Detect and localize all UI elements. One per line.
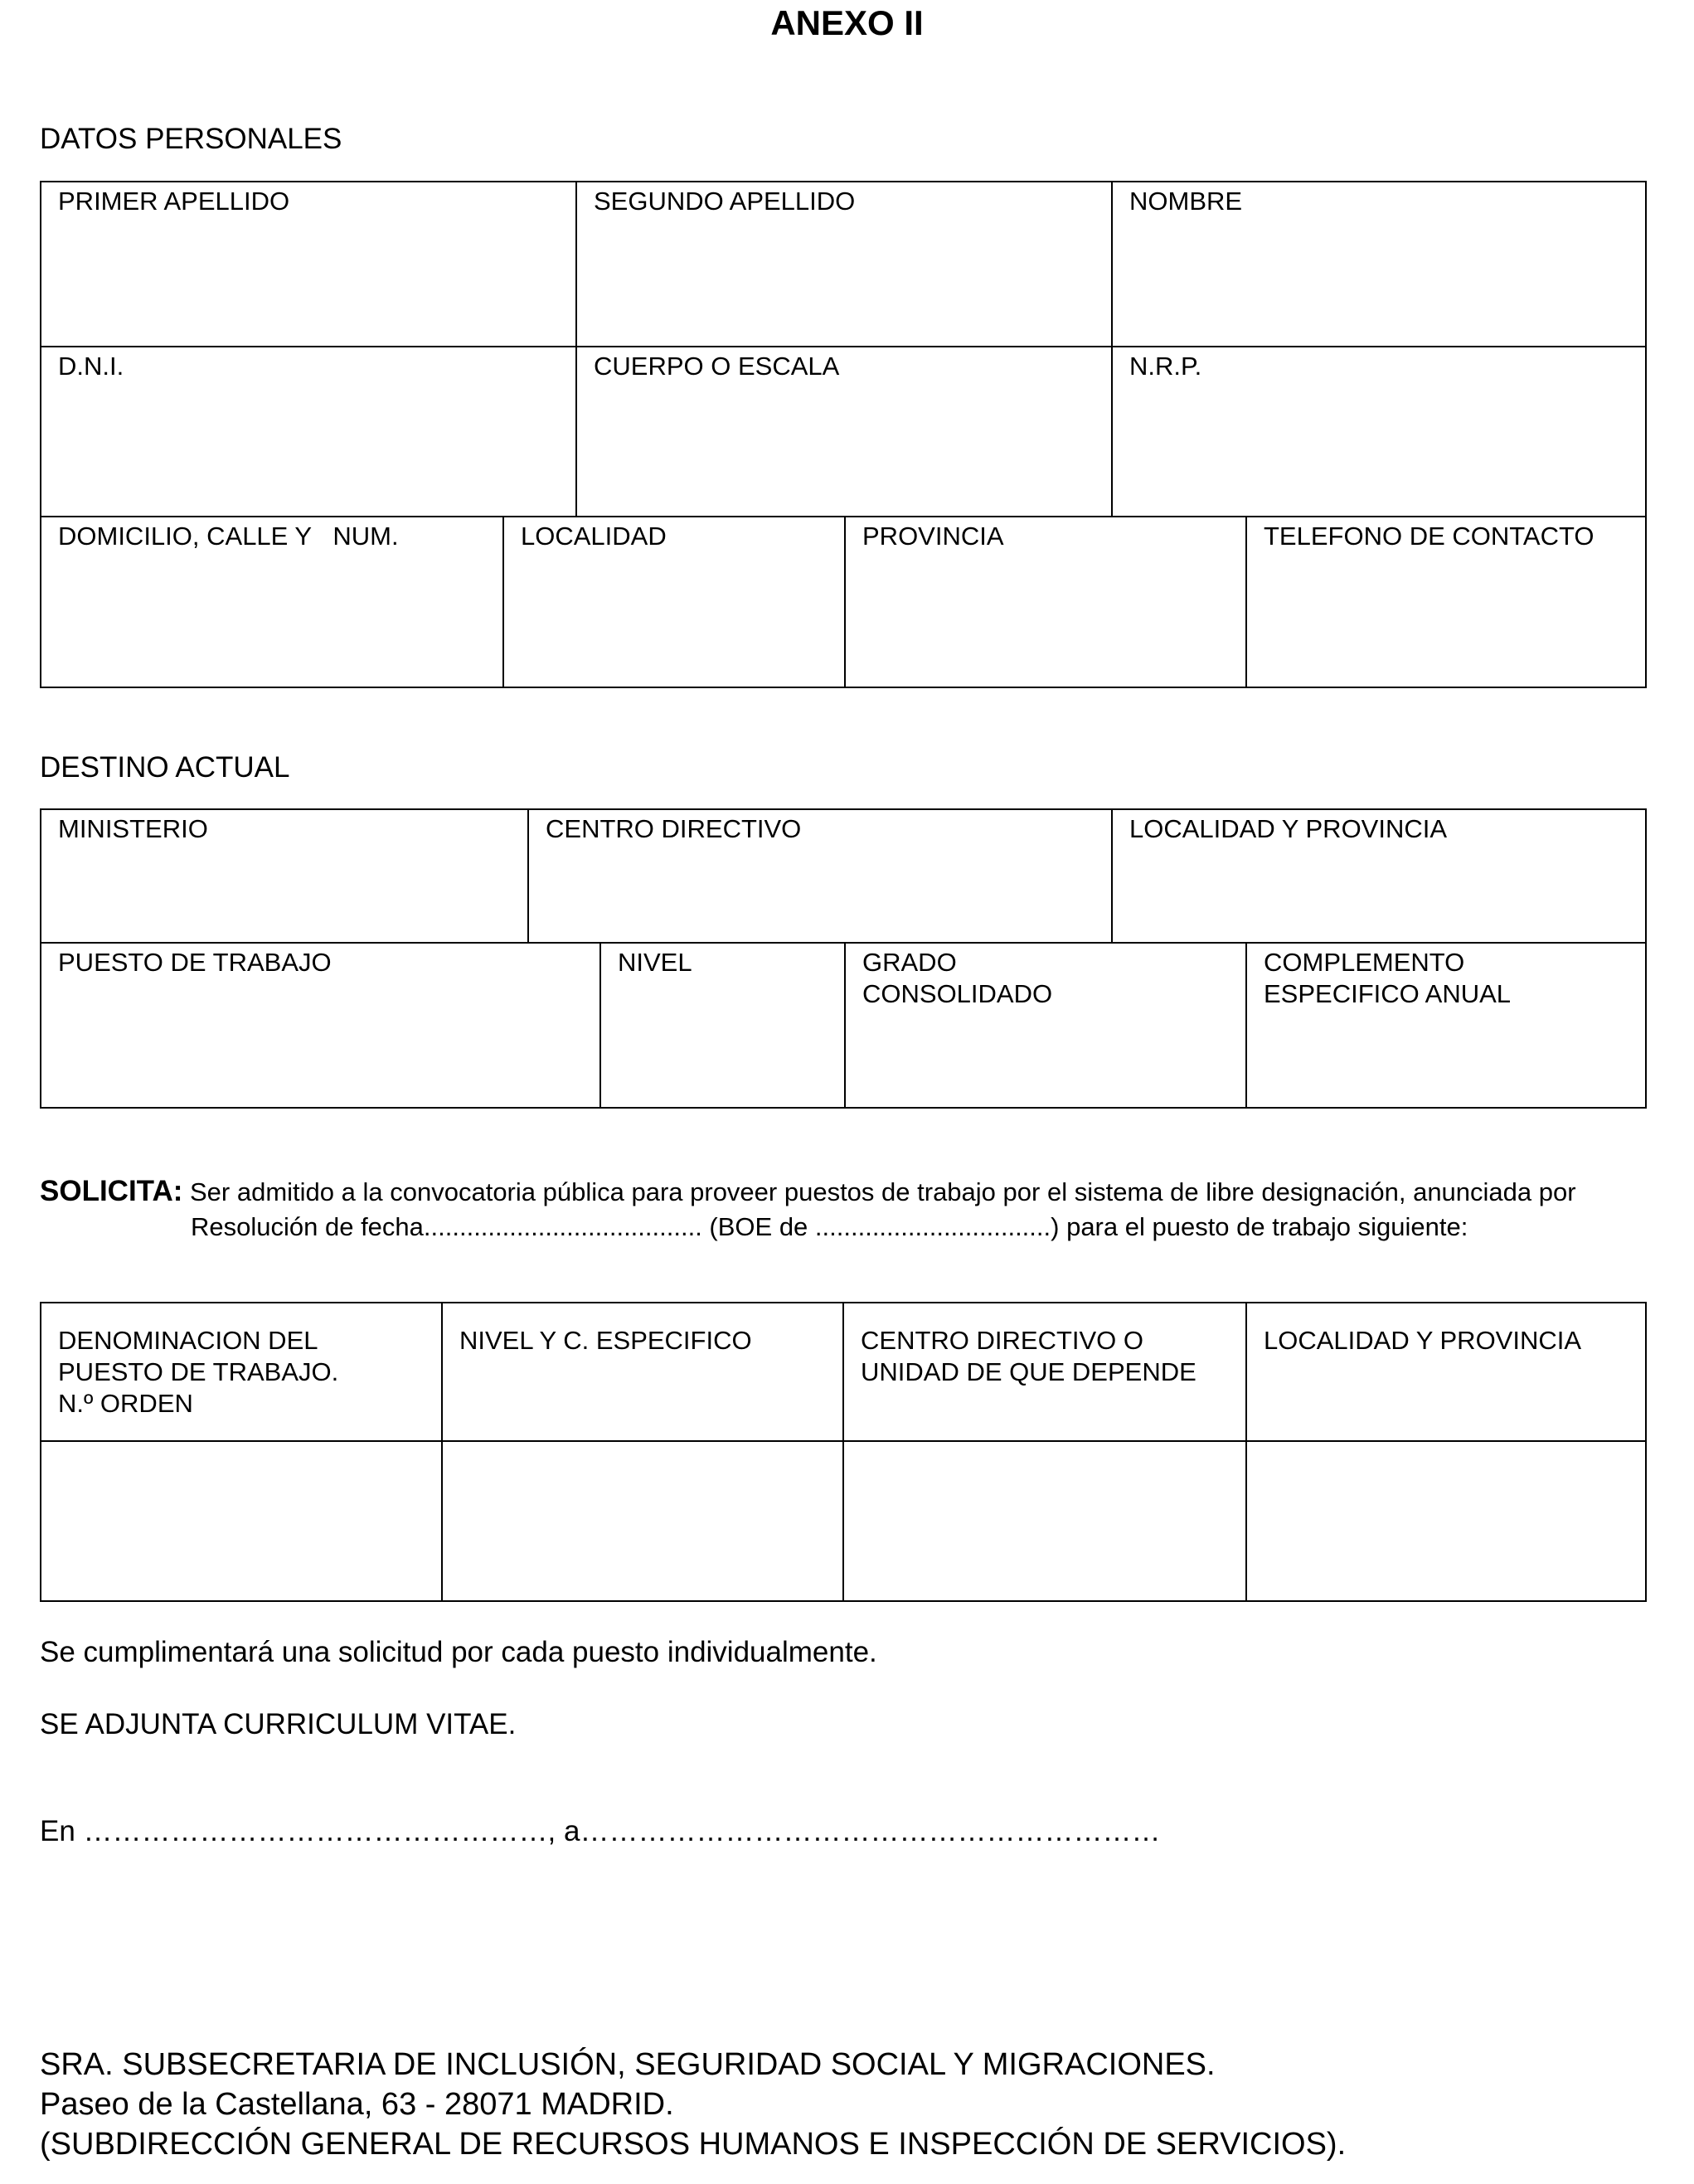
denominacion-input[interactable]	[40, 1440, 443, 1602]
nivel-field[interactable]	[599, 942, 846, 1109]
document-title: ANEXO II	[770, 3, 924, 42]
nivel-especifico-label: NIVEL Y C. ESPECIFICO	[459, 1326, 752, 1355]
nivel-especifico-input[interactable]	[441, 1440, 844, 1602]
provincia-field[interactable]	[844, 516, 1247, 688]
cuerpo-escala-field[interactable]	[575, 346, 1113, 517]
localidad-provincia-field[interactable]	[1111, 808, 1647, 944]
localidad-field[interactable]	[502, 516, 846, 688]
segundo-apellido-field[interactable]	[575, 181, 1113, 347]
nombre-field[interactable]	[1111, 181, 1647, 347]
solicita-text-line1: Ser admitido a la convocatoria pública para proveer puestos de trabajo por el sistema de libre designación, anunciada por	[182, 1177, 1576, 1206]
solicita-label: SOLICITA:	[40, 1175, 183, 1207]
puesto-trabajo-field[interactable]	[40, 942, 601, 1109]
lugar-fecha-line[interactable]: En …………………………………………, a……………………………………………………	[40, 1815, 1161, 1847]
una-solicitud-note: Se cumplimentará una solicitud por cada puesto individualmente.	[40, 1636, 877, 1668]
denominacion-header	[40, 1302, 443, 1442]
segundo-apellido-label: SEGUNDO APELLIDO	[594, 187, 856, 216]
nrp-field[interactable]	[1111, 346, 1647, 517]
centro-unidad-header	[842, 1302, 1247, 1442]
denominacion-line2: PUESTO DE TRABAJO.	[58, 1357, 339, 1386]
puesto-solicitado-table	[40, 1302, 1647, 1602]
centro-unidad-input[interactable]	[842, 1440, 1247, 1602]
localidad-label: LOCALIDAD	[521, 522, 667, 551]
destino-actual-heading: DESTINO ACTUAL	[40, 751, 290, 784]
complemento-label-line2: ESPECIFICO ANUAL	[1264, 979, 1512, 1008]
nrp-label: N.R.P.	[1129, 352, 1202, 381]
centro-unidad-line1: CENTRO DIRECTIVO O	[861, 1326, 1144, 1355]
provincia-label: PROVINCIA	[862, 522, 1004, 551]
centro-directivo-label: CENTRO DIRECTIVO	[546, 814, 802, 843]
localidad-provincia-header	[1245, 1302, 1647, 1442]
grado-consolidado-field[interactable]	[844, 942, 1247, 1109]
primer-apellido-label: PRIMER APELLIDO	[58, 187, 290, 216]
complemento-especifico-field[interactable]	[1245, 942, 1647, 1109]
localidad-provincia-input[interactable]	[1245, 1440, 1647, 1602]
grado-label-line1: GRADO	[862, 948, 957, 977]
cuerpo-escala-label: CUERPO O ESCALA	[594, 352, 840, 381]
denominacion-line1: DENOMINACION DEL	[58, 1326, 318, 1355]
telefono-field[interactable]	[1245, 516, 1647, 688]
destinatario-block	[40, 2045, 1346, 2164]
destinatario-line1: SRA. SUBSECRETARIA DE INCLUSIÓN, SEGURIDAD SOCIAL Y MIGRACIONES.	[40, 2047, 1216, 2082]
dni-field[interactable]	[40, 346, 577, 517]
nivel-label: NIVEL	[618, 948, 692, 977]
denominacion-line3: N.º ORDEN	[58, 1389, 193, 1418]
solicita-line1	[40, 1174, 1686, 1210]
solicita-text-line2: Resolución de fecha....................................... (BOE de .................................) para el puesto de trabajo siguiente:	[191, 1212, 1468, 1241]
curriculum-note: SE ADJUNTA CURRICULUM VITAE.	[40, 1708, 517, 1740]
localidad-provincia-header-label: LOCALIDAD Y PROVINCIA	[1264, 1326, 1582, 1355]
ministerio-label: MINISTERIO	[58, 814, 208, 843]
grado-label-line2: CONSOLIDADO	[862, 979, 1053, 1008]
solicita-paragraph	[40, 1174, 1686, 1245]
centro-unidad-line2: UNIDAD DE QUE DEPENDE	[861, 1357, 1196, 1386]
complemento-label-line1: COMPLEMENTO	[1264, 948, 1465, 977]
dni-label: D.N.I.	[58, 352, 124, 381]
ministerio-field[interactable]	[40, 808, 529, 944]
centro-directivo-field[interactable]	[527, 808, 1113, 944]
domicilio-label: DOMICILIO, CALLE Y NUM.	[58, 522, 399, 551]
nivel-especifico-header	[441, 1302, 844, 1442]
datos-personales-heading: DATOS PERSONALES	[40, 123, 342, 155]
destinatario-line3: (SUBDIRECCIÓN GENERAL DE RECURSOS HUMANOS E INSPECCIÓN DE SERVICIOS).	[40, 2127, 1347, 2162]
primer-apellido-field[interactable]	[40, 181, 577, 347]
localidad-provincia-label: LOCALIDAD Y PROVINCIA	[1129, 814, 1448, 843]
nombre-label: NOMBRE	[1129, 187, 1243, 216]
destinatario-line2: Paseo de la Castellana, 63 - 28071 MADRID.	[40, 2087, 674, 2122]
puesto-trabajo-label: PUESTO DE TRABAJO	[58, 948, 332, 977]
telefono-label: TELEFONO DE CONTACTO	[1264, 522, 1594, 551]
datos-personales-table	[40, 181, 1647, 688]
destino-actual-table	[40, 808, 1647, 1109]
domicilio-field[interactable]	[40, 516, 504, 688]
